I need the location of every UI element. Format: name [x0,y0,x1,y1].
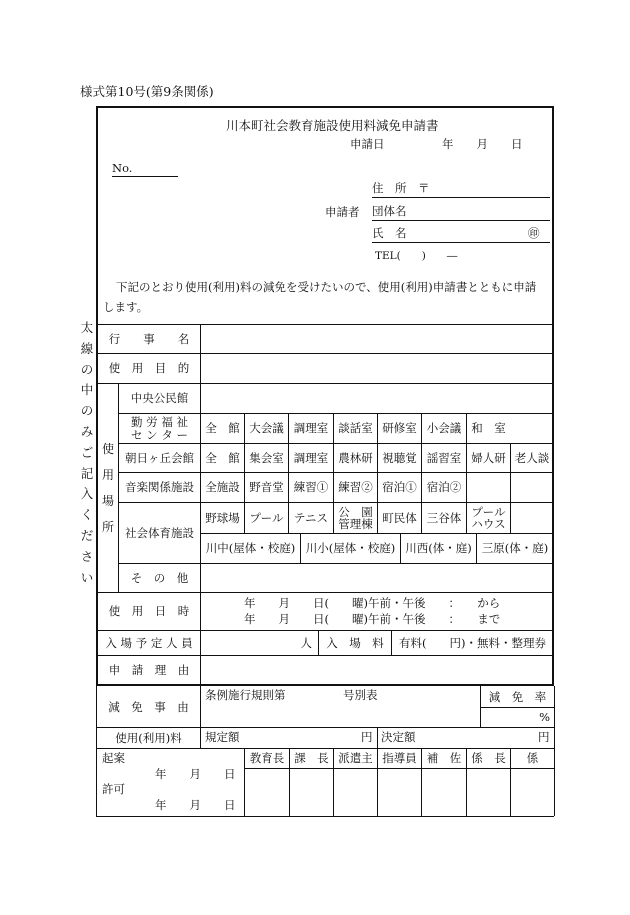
central-hall-input[interactable] [201,384,553,413]
sports-facility-label: 社会体育施設 [125,525,194,540]
asahi-room[interactable]: 老人談 [514,450,550,465]
asahi-room[interactable]: 謡習室 [426,450,462,465]
exemption-reason-label: 減 免 事 由 [108,699,189,714]
reason-input[interactable] [201,656,553,684]
attendees-label: 入 場 予 定 人 員 [105,635,193,650]
datetime-from[interactable]: 年 月 日( 曜)午前・午後 ： から [244,596,501,610]
welfare-room[interactable]: 小会議 [426,421,462,436]
other-input[interactable] [201,564,553,592]
form-title: 川本町社会教育施設使用料減免申請書 [226,118,439,133]
admission-options[interactable]: 有料( 円)・無料・整理券 [399,635,546,650]
pool-house-label-2: ハウス [471,517,506,531]
stamp-box[interactable] [334,769,377,816]
welfare-center-label-1: 勤 労 福 祉 [131,415,188,430]
regulation-text[interactable]: 条例施行規則第 号別表 [205,688,378,702]
standard-fee-label: 規定額 [205,730,240,744]
place-label: 使用場所 [101,442,114,534]
stamp-box[interactable] [290,769,333,816]
purpose-input[interactable] [201,354,553,383]
draft-date[interactable]: 年 月 日 [155,767,236,781]
approver-dispatched-officer: 派遣主 [338,751,373,766]
tel-field[interactable]: TEL( ) ― [375,250,458,262]
welfare-room[interactable]: 談話室 [338,421,373,436]
approver-staff: 係 [526,751,539,766]
event-name-label: 行 事 名 [108,331,190,346]
number-field[interactable]: No. [112,163,178,177]
other-label: そ の 他 [130,570,189,585]
school-facility[interactable]: 川西(体・庭) [405,541,472,556]
intro-text-line2: します。 [103,300,149,314]
welfare-room[interactable]: 大会議 [249,421,284,436]
school-facility[interactable]: 川小(屋体・校庭) [305,541,396,556]
asahi-room[interactable]: 全 館 [205,450,240,465]
asahi-room[interactable]: 農林研 [338,450,373,465]
asahi-room[interactable]: 視聴覚 [382,450,417,465]
permit-label: 許可 [102,782,125,796]
decided-fee-yen: 円 [538,730,550,744]
sports-room[interactable]: 野球場 [205,510,240,525]
stamp-box[interactable] [245,769,289,816]
permit-date[interactable]: 年 月 日 [155,798,236,812]
purpose-label: 使 用 目 的 [108,361,190,376]
music-room[interactable]: 宿泊② [426,480,462,495]
welfare-center-label [119,414,200,443]
group-name-field[interactable]: 団体名 [372,206,550,221]
reason-label: 申 請 理 由 [108,662,190,677]
attendees-unit: 人 [300,635,312,650]
approver-section-chief: 課 長 [294,751,329,766]
datetime-label: 使 用 日 時 [108,604,190,619]
attendees-input[interactable] [201,631,318,655]
percent-sign: % [539,710,550,725]
name-field[interactable]: 氏 名 [372,228,550,243]
admission-label: 入 場 料 [326,635,384,650]
event-name-input[interactable] [201,325,553,353]
central-hall-label: 中央公民館 [130,391,189,406]
seal-icon: ㊞ [528,226,540,240]
welfare-center-label-2: セ ン タ ー [131,427,188,442]
approver-assistant: 補 佐 [426,751,462,766]
music-room[interactable]: 全施設 [205,480,240,495]
stamp-box[interactable] [378,769,421,816]
music-facility-label: 音楽関係施設 [125,480,194,495]
park-label-2: 管理棟 [338,517,373,531]
sports-room-pool-house[interactable] [467,503,510,533]
address-field[interactable]: 住 所 〒 [372,183,550,198]
asahi-room[interactable]: 調理室 [293,450,329,465]
approver-education-chief: 教育長 [249,751,285,766]
approver-instructor: 指導員 [382,751,417,766]
form-number: 様式第10号(第9条関係) [80,84,214,99]
datetime-to[interactable]: 年 月 日( 曜)午前・午後 ： まで [244,612,501,626]
music-room[interactable]: 宿泊① [382,480,417,495]
welfare-room[interactable]: 和 室 [471,421,506,436]
applicant-label: 申請者 [325,205,360,219]
stamp-box[interactable] [422,769,466,816]
school-facility[interactable]: 川中(屋体・校庭) [205,541,296,556]
sports-room-park[interactable] [334,503,377,533]
intro-text-line1: 下記のとおり使用(利用)料の減免を受けたいので、使用(利用)申請書とともに申請 [116,280,537,294]
asahi-room[interactable]: 婦人研 [471,450,506,465]
sports-room[interactable]: 三谷体 [426,510,462,525]
school-facility[interactable]: 三原(体・庭) [481,541,549,556]
sports-room[interactable]: プール [249,510,284,525]
welfare-room[interactable]: 全 館 [205,421,240,436]
fee-label: 使用(利用)料 [115,730,182,745]
park-label-1: 公 園 [338,504,373,519]
approver-subsection-chief: 係 長 [471,751,506,766]
application-date: 申請日 年 月 日 [350,137,523,151]
music-room[interactable]: 練習② [338,480,373,495]
welfare-room[interactable]: 研修室 [382,421,417,436]
stamp-box[interactable] [467,769,510,816]
sports-room[interactable]: 町民体 [382,510,417,525]
draft-label: 起案 [102,751,125,765]
decided-fee-label: 決定額 [381,730,416,744]
standard-fee-yen: 円 [361,730,373,744]
asahi-room[interactable]: 集会室 [249,450,284,465]
stamp-box[interactable] [511,769,554,816]
music-room[interactable]: 練習① [293,480,329,495]
pool-house-label-1: プール [471,504,506,519]
exemption-rate-input[interactable] [481,708,554,727]
sports-room[interactable]: テニス [293,510,329,525]
music-room[interactable]: 野音堂 [249,480,284,495]
side-note: 太線の中のみご記入ください [80,320,94,585]
welfare-room[interactable]: 調理室 [293,421,329,436]
exemption-rate-label: 減 免 率 [488,689,547,704]
asahigaoka-label: 朝日ヶ丘会館 [125,450,194,465]
